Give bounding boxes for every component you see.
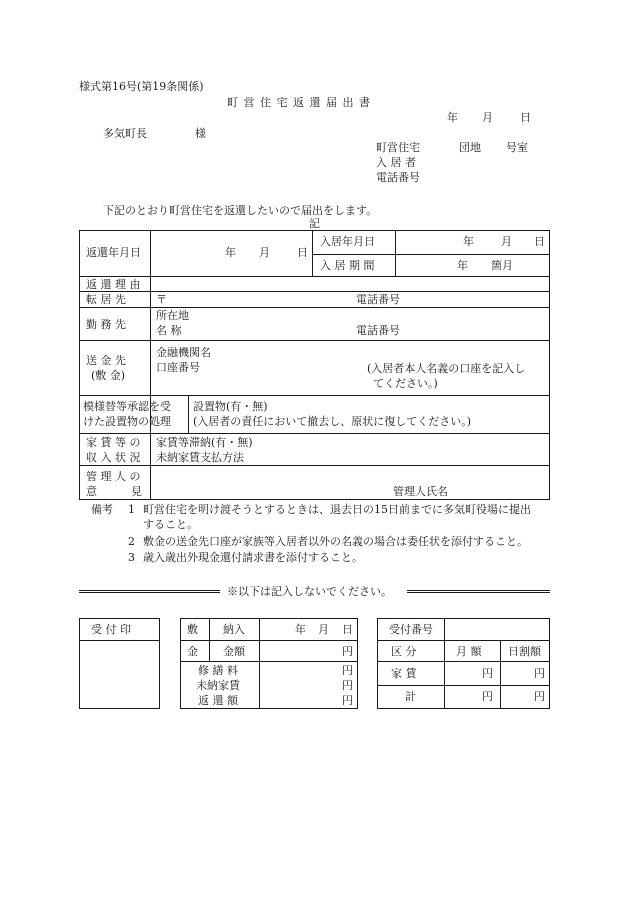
payment-label: 納入 (223, 623, 245, 636)
monthly-amount-label: 月 額 (456, 645, 482, 658)
rent-daily-yen: 円 (534, 667, 545, 680)
unpaid-rent-label: 未納家賃 (196, 679, 240, 692)
daily-amount-label: 日割額 (508, 645, 541, 658)
deposit-label: (敷 金) (91, 369, 126, 382)
return-date-label: 返還年月日 (86, 246, 141, 259)
payment-month-label: 月 (318, 623, 329, 636)
workplace-name-label: 名 称 (156, 324, 182, 337)
account-note-line2: てください。) (373, 377, 438, 390)
move-in-day-label: 日 (534, 235, 545, 248)
manager-label-line2b: 見 (131, 485, 142, 498)
notes-heading: 備考 (91, 503, 113, 516)
note-1-text-line1: 町営住宅を明け渡そうとするときは、退去日の15日前までに多気町役場に提出 (143, 503, 531, 516)
installed-note: (入居者の責任において撤去し、原状に復してください。) (193, 415, 472, 428)
arrears-label: 家賃等滞納(有・無) (156, 436, 253, 449)
rent-row-label: 家 賃 (391, 667, 417, 680)
installed-label: 設置物(有・無) (193, 400, 268, 413)
total-daily-yen: 円 (534, 690, 545, 703)
separator-text: ※以下は記入しないでください。 (227, 585, 392, 598)
repair-fee-label: 修 繕 料 (198, 664, 238, 677)
resident-label: 入 居 者 (376, 156, 416, 169)
danchi-label: 団地 (459, 141, 481, 154)
deposit-char-2: 金 (187, 645, 198, 658)
manager-label-line1: 管 理 人 の (86, 470, 141, 483)
refund-amount-label: 返 還 額 (198, 694, 238, 707)
manager-label-line2a: 意 (86, 485, 97, 498)
payment-day-label: 日 (342, 623, 353, 636)
workplace-label: 勤 務 先 (86, 318, 126, 331)
note-3-text: 歳入歳出外現金還付請求書を添付すること。 (143, 551, 363, 564)
separator-line-left (79, 590, 220, 593)
separator-line-right (407, 590, 550, 593)
remodel-label-line2: けた設置物の処理 (83, 415, 171, 428)
workplace-phone-label: 電話番号 (356, 324, 400, 337)
payment-year-label: 年 (295, 623, 306, 636)
new-address-label: 転 居 先 (86, 293, 126, 306)
refund-amount-yen: 円 (342, 694, 353, 707)
housing-label: 町営住宅 (376, 141, 420, 154)
new-address-phone-label: 電話番号 (356, 293, 400, 306)
category-label: 区 分 (391, 645, 417, 658)
move-in-year-label: 年 (463, 235, 474, 248)
date-year-label: 年 (447, 111, 458, 124)
unpaid-method-label: 未納家賃支払方法 (156, 451, 244, 464)
addressee: 多気町長 (103, 127, 147, 140)
amount-yen: 円 (342, 645, 353, 658)
period-months-label: 箇月 (491, 259, 513, 272)
deposit-char-1: 敷 (187, 623, 198, 636)
move-in-date-label: 入居年月日 (320, 235, 375, 248)
note-1-num: 1 (128, 503, 135, 516)
repair-fee-yen: 円 (342, 664, 353, 677)
honorific: 様 (195, 127, 206, 140)
room-label: 号室 (506, 141, 528, 154)
unpaid-rent-yen: 円 (342, 679, 353, 692)
page-title: 町 営 住 宅 返 還 届 出 書 (227, 96, 371, 109)
receipt-number-label: 受付番号 (389, 623, 433, 636)
note-2-num: 2 (128, 535, 135, 548)
ki-label: 記 (309, 217, 320, 230)
note-1-text-line2: すること。 (143, 518, 198, 531)
return-year-label: 年 (225, 246, 236, 259)
postal-mark: 〒 (156, 293, 167, 306)
return-month-label: 月 (259, 246, 270, 259)
receipt-stamp-label: 受 付 印 (91, 623, 131, 636)
move-in-month-label: 月 (501, 235, 512, 248)
remit-label: 送 金 先 (86, 354, 126, 367)
note-3-num: 3 (128, 551, 135, 564)
manager-name-label: 管理人氏名 (393, 485, 448, 498)
total-row-label: 計 (405, 690, 416, 703)
account-label: 口座番号 (156, 361, 200, 374)
return-reason-label: 返 還 理 由 (86, 278, 141, 291)
bank-label: 金融機関名 (156, 346, 211, 359)
note-2-text: 敷金の送金先口座が家族等入居者以外の名義の場合は委任状を添付すること。 (143, 535, 528, 548)
period-years-label: 年 (457, 259, 468, 272)
form-number: 様式第16号(第19条関係) (79, 80, 204, 93)
account-note-line1: (入居者本人名義の口座を記入し (367, 362, 526, 375)
return-day-label: 日 (297, 246, 308, 259)
applicant-phone-label: 電話番号 (376, 171, 420, 184)
rent-status-label-line1: 家 賃 等 の (86, 436, 141, 449)
date-day-label: 日 (520, 111, 531, 124)
remodel-label-line1: 模様替等承認を受 (83, 400, 171, 413)
rent-status-label-line2: 収 入 状 況 (86, 451, 141, 464)
intro-text: 下記のとおり町営住宅を返還したいので届出をします。 (103, 204, 378, 217)
total-monthly-yen: 円 (482, 690, 493, 703)
rent-monthly-yen: 円 (482, 667, 493, 680)
amount-label: 金額 (223, 645, 245, 658)
date-month-label: 月 (482, 111, 493, 124)
location-label: 所在地 (156, 309, 189, 322)
move-in-period-label: 入 居 期 間 (320, 259, 375, 272)
